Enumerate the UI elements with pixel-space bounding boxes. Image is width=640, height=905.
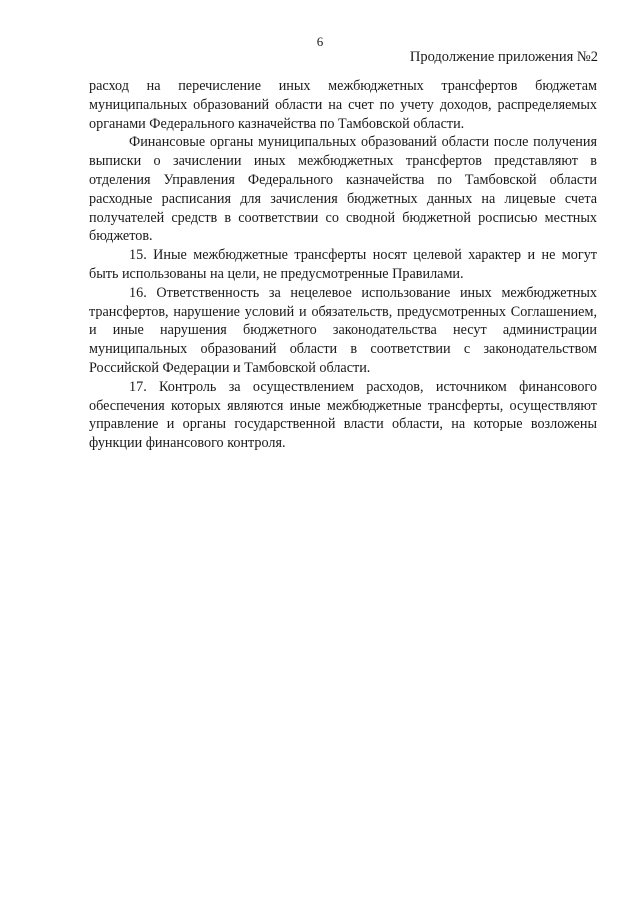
paragraph-continuation: расход на перечисление иных межбюджетных трансфертов бюджетам муниципальных образований области на счет по учету доходов, распределяемых органами Федерального казначейства по Тамбовской области.	[89, 78, 597, 132]
paragraph-financial-bodies: Финансовые органы муниципальных образований области после получения выписки о зачислении иных межбюджетных трансфертов представляют в отделения Управления Федерального казначейства по Тамбовской области расходные расписания для зачисления бюджетных данных на лицевые счета получателей средств в соответствии со сводной бюджетной росписью местных бюджетов.	[89, 134, 597, 245]
document-body	[89, 77, 597, 453]
paragraph-15-target-purpose: 15. Иные межбюджетные трансферты носят целевой характер и не могут быть использованы на цели, не предусмотренные Правилами.	[89, 247, 597, 282]
paragraph-17-control: 17. Контроль за осуществлением расходов, источником финансового обеспечения которых являются иные межбюджетные трансферты, осуществляют управление и органы государственной власти области, на которые возложены функции финансового контроля.	[89, 378, 597, 452]
paragraph-16-responsibility: 16. Ответственность за нецелевое использование иных межбюджетных трансфертов, нарушение условий и обязательств, предусмотренных Соглашением, и иные нарушения бюджетного законодательства несут администрации муниципальных образований области в соответствии с законодательством Российской Федерации и Тамбовской области.	[89, 284, 597, 376]
appendix-continuation-note: Продолжение приложения №2	[409, 49, 598, 65]
page-number: 6	[316, 34, 324, 49]
